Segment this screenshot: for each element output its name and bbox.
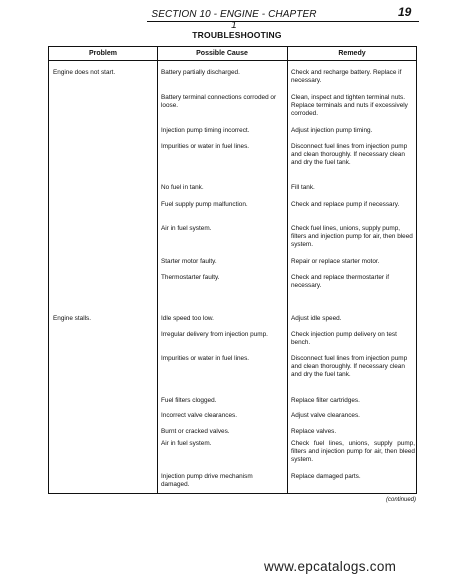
header-divider — [49, 60, 416, 61]
column-divider — [287, 47, 288, 493]
remedy-cell: Check injection pump delivery on test bench. — [291, 331, 397, 346]
remedy-cell: Adjust valve clearances. — [291, 412, 360, 419]
remedy-cell: Disconnect fuel lines from injection pump and clean thoroughly. If necessary clean and dry the fuel tank. — [291, 355, 408, 378]
column-divider — [157, 47, 158, 493]
remedy-cell: Check and replace pump if necessary. — [291, 201, 400, 208]
remedy-cell: Adjust idle speed. — [291, 315, 342, 322]
cause-cell: Injection pump drive mechanism damaged. — [161, 473, 253, 488]
cause-cell: Fuel filters clogged. — [161, 397, 217, 404]
cause-cell: Idle speed too low. — [161, 315, 214, 322]
remedy-cell: Check and replace thermostarter if necessary. — [291, 274, 390, 289]
remedy-cell: Check fuel lines, unions, supply pump, filters and injection pump for air, then bleed system. — [291, 440, 415, 463]
remedy-cell: Fill tank. — [291, 184, 315, 191]
column-header-problem: Problem — [88, 50, 117, 57]
header-rule — [147, 21, 419, 22]
remedy-cell: Check and recharge battery. Replace if necessary. — [291, 69, 402, 84]
cause-cell: Air in fuel system. — [161, 225, 212, 232]
chapter-header: SECTION 10 - ENGINE - CHAPTER 1 — [151, 9, 317, 31]
remedy-cell: Replace valves. — [291, 428, 337, 435]
remedy-cell: Repair or replace starter motor. — [291, 258, 380, 265]
problem-cell: Engine does not start. — [53, 69, 116, 76]
cause-cell: Burnt or cracked valves. — [161, 428, 230, 435]
remedy-cell: Replace damaged parts. — [291, 473, 361, 480]
problem-cell: Engine stalls. — [53, 315, 92, 322]
cause-cell: Battery terminal connections corroded or loose. — [161, 94, 277, 109]
cause-cell: Impurities or water in fuel lines. — [161, 355, 250, 362]
cause-cell: No fuel in tank. — [161, 184, 204, 191]
cause-cell: Thermostarter faulty. — [161, 274, 220, 281]
column-header-remedy: Remedy — [338, 50, 366, 57]
continued-note: (continued) — [386, 497, 417, 503]
cause-cell: Air in fuel system. — [161, 440, 212, 447]
column-header-cause: Possible Cause — [196, 50, 248, 57]
watermark: www.epcatalogs.com — [264, 559, 397, 574]
cause-cell: Battery partially discharged. — [161, 69, 240, 76]
page-number: 19 — [398, 5, 412, 19]
remedy-cell: Clean, inspect and tighten terminal nuts. Replace terminals and nuts if excessively corroded. — [291, 94, 408, 117]
cause-cell: Starter motor faulty. — [161, 258, 217, 265]
cause-cell: Incorrect valve clearances. — [161, 412, 238, 419]
remedy-cell: Disconnect fuel lines from injection pump and clean thoroughly. If necessary clean and dry the fuel tank. — [291, 143, 408, 166]
cause-cell: Injection pump timing incorrect. — [161, 127, 250, 134]
section-title: TROUBLESHOOTING — [192, 30, 282, 40]
cause-cell: Impurities or water in fuel lines. — [161, 143, 250, 150]
remedy-cell: Replace filter cartridges. — [291, 397, 360, 404]
cause-cell: Fuel supply pump malfunction. — [161, 201, 248, 208]
remedy-cell: Check fuel lines, unions, supply pump, filters and injection pump for air, then bleed system. — [291, 225, 413, 248]
cause-cell: Irregular delivery from injection pump. — [161, 331, 268, 338]
remedy-cell: Adjust injection pump timing. — [291, 127, 373, 134]
troubleshooting-table — [48, 46, 417, 494]
